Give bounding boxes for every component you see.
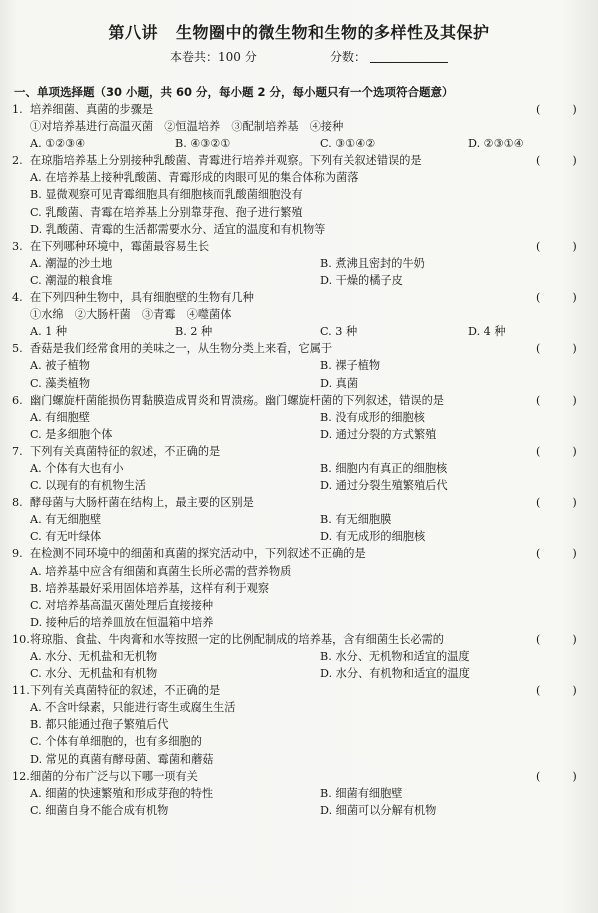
answer-bracket: ( ) — [536, 769, 577, 783]
question-10 — [0, 632, 598, 683]
score-blank — [370, 50, 448, 63]
option-c: C. 是多细胞个体 — [30, 427, 113, 441]
option-a: A. 被子植物 — [30, 359, 90, 373]
question-text: 幽门螺旋杆菌能损伤胃黏膜造成胃炎和胃溃疡。幽门螺旋杆菌的下列叙述，错误的是 — [30, 393, 444, 407]
option-a: A. 有细胞壁 — [30, 410, 90, 424]
question-4 — [0, 290, 598, 341]
option-a: A. 水分、无机盐和无机物 — [30, 650, 158, 663]
option-b: B. 细胞内有真正的细胞核 — [320, 461, 448, 475]
question-number: 6. — [12, 393, 23, 407]
question-text: 在琼脂培养基上分别接种乳酸菌、青霉进行培养并观察。下列有关叙述错误的是 — [30, 154, 422, 168]
answer-bracket: ( ) — [536, 496, 577, 510]
question-12 — [0, 769, 598, 820]
option-c: C. 细菌自身不能合成有机物 — [30, 803, 169, 817]
option-a: A. ①②③④ — [30, 137, 86, 151]
question-text: 下列有关真菌特征的叙述，不正确的是 — [30, 444, 221, 458]
question-text: 下列有关真菌特征的叙述，不正确的是 — [30, 684, 221, 698]
answer-bracket: ( ) — [536, 547, 577, 561]
answer-bracket: ( ) — [536, 684, 577, 698]
option-a: A. 个体有大也有小 — [30, 461, 124, 475]
option-a: A. 潮湿的沙土地 — [30, 256, 113, 270]
question-number: 12. — [12, 769, 30, 783]
question-5 — [0, 341, 598, 392]
option-b: B. 都只能通过孢子繁殖后代 — [30, 718, 169, 732]
question-6 — [0, 393, 598, 444]
question-text: 培养细菌、真菌的步骤是 — [30, 103, 154, 116]
question-text: 酵母菌与大肠杆菌在结构上，最主要的区别是 — [30, 496, 254, 510]
option-c: C. 乳酸菌、青霉在培养基上分别靠芽孢、孢子进行繁殖 — [30, 205, 303, 219]
question-number: 5. — [12, 342, 23, 356]
question-2 — [0, 153, 598, 238]
option-d: D. 细菌可以分解有机物 — [320, 803, 437, 817]
answer-bracket: ( ) — [536, 632, 577, 646]
question-number: 11. — [12, 684, 30, 698]
option-a: A. 在培养基上接种乳酸菌、青霉形成的肉眼可见的集合体称为菌落 — [30, 171, 359, 185]
option-b: B. ④③②① — [175, 137, 231, 151]
option-d: D. 4 种 — [468, 325, 506, 339]
lecture-title: 生物圈中的微生物和生物的多样性及其保护 — [176, 23, 490, 42]
option-b: B. 裸子植物 — [320, 359, 381, 373]
option-d: D. 有无成形的细胞核 — [320, 530, 426, 544]
option-a: A. 培养基中应含有细菌和真菌生长所必需的营养物质 — [30, 564, 292, 578]
answer-bracket: ( ) — [536, 291, 577, 305]
option-a: A. 有无细胞壁 — [30, 513, 102, 527]
question-1 — [0, 102, 598, 153]
option-b: B. 煮沸且密封的牛奶 — [320, 256, 425, 270]
score-field — [330, 48, 448, 65]
option-c: C. 藻类植物 — [30, 376, 91, 390]
question-3 — [0, 239, 598, 290]
question-text: 香菇是我们经常食用的美味之一，从生物分类上来看，它属于 — [30, 342, 333, 356]
option-d: D. 水分、有机物和适宜的温度 — [320, 667, 470, 681]
lecture-number: 第八讲 — [108, 23, 158, 42]
option-d: D. 乳酸菌、青霉的生活都需要水分、适宜的温度和有机物等 — [30, 222, 326, 236]
question-number: 4. — [12, 291, 23, 305]
option-d: D. ②③①④ — [468, 137, 524, 151]
question-number: 9. — [12, 547, 23, 561]
option-a: A. 细菌的快速繁殖和形成芽孢的特性 — [30, 786, 214, 800]
option-c: C. 潮湿的粮食堆 — [30, 273, 113, 287]
option-c: C. 水分、无机盐和有机物 — [30, 667, 158, 681]
question-8 — [0, 495, 598, 546]
question-text: 在下列哪种环境中，霉菌最容易生长 — [30, 239, 210, 253]
option-d: D. 接种后的培养皿放在恒温箱中培养 — [30, 615, 214, 629]
option-b: B. 水分、无机物和适宜的温度 — [320, 650, 470, 663]
answer-bracket: ( ) — [536, 444, 577, 458]
question-11 — [0, 683, 598, 768]
option-b: B. 细菌有细胞壁 — [320, 786, 403, 800]
question-number: 3. — [12, 239, 23, 253]
answer-bracket: ( ) — [536, 154, 577, 168]
answer-bracket: ( ) — [536, 103, 577, 116]
question-text: 在下列四种生物中，具有细胞壁的生物有几种 — [30, 291, 254, 305]
question-number: 2. — [12, 154, 23, 168]
option-b: B. 显微观察可见青霉细胞具有细胞核而乳酸菌细胞没有 — [30, 188, 303, 202]
option-c: C. 个体有单细胞的，也有多细胞的 — [30, 735, 202, 749]
question-text: 细菌的分布广泛与以下哪一项有关 — [30, 769, 198, 783]
option-d: D. 干燥的橘子皮 — [320, 273, 403, 287]
option-c: C. 以现有的有机物生活 — [30, 479, 146, 493]
option-c: C. 3 种 — [320, 325, 358, 339]
option-c: C. ③①④② — [320, 137, 376, 151]
option-a: A. 不含叶绿素，只能进行寄生或腐生生活 — [30, 701, 236, 715]
question-number: 8. — [12, 496, 23, 510]
question-number: 10. — [12, 632, 30, 646]
page-title — [0, 20, 598, 43]
option-a: A. 1 种 — [30, 325, 68, 339]
option-b: B. 没有成形的细胞核 — [320, 410, 425, 424]
section-heading: 一、单项选择题（30 小题，共 60 分，每小题 2 分，每小题只有一个选项符合题意） — [14, 85, 454, 99]
question-list — [0, 102, 598, 820]
option-d: D. 真菌 — [320, 376, 359, 390]
question-number: 1. — [12, 103, 23, 116]
question-9 — [0, 546, 598, 631]
score-label: 分数： — [330, 50, 367, 64]
option-c: C. 对培养基高温灭菌处理后直接接种 — [30, 598, 214, 612]
option-d: D. 通过分裂生殖繁殖后代 — [320, 479, 448, 493]
question-items: ①对培养基进行高温灭菌 ②恒温培养 ③配制培养基 ④接种 — [30, 120, 344, 134]
option-d: D. 通过分裂的方式繁殖 — [320, 427, 437, 441]
answer-bracket: ( ) — [536, 239, 577, 253]
question-7 — [0, 444, 598, 495]
question-number: 7. — [12, 444, 23, 458]
option-b: B. 培养基最好采用固体培养基，这样有利于观察 — [30, 581, 270, 595]
total-score: 本卷共：100 分 — [170, 50, 257, 64]
option-b: B. 有无细胞膜 — [320, 513, 392, 527]
question-items: ①水绵 ②大肠杆菌 ③青霉 ④噬菌体 — [30, 308, 232, 322]
question-text: 在检测不同环境中的细菌和真菌的探究活动中，下列叙述不正确的是 — [30, 547, 366, 561]
question-text: 将琼脂、食盐、牛肉膏和水等按照一定的比例配制成的培养基，含有细菌生长必需的 — [30, 632, 444, 646]
option-c: C. 有无叶绿体 — [30, 530, 102, 544]
option-d: D. 常见的真菌有酵母菌、霉菌和蘑菇 — [30, 752, 214, 766]
option-b: B. 2 种 — [175, 325, 213, 339]
answer-bracket: ( ) — [536, 393, 577, 407]
answer-bracket: ( ) — [536, 342, 577, 356]
